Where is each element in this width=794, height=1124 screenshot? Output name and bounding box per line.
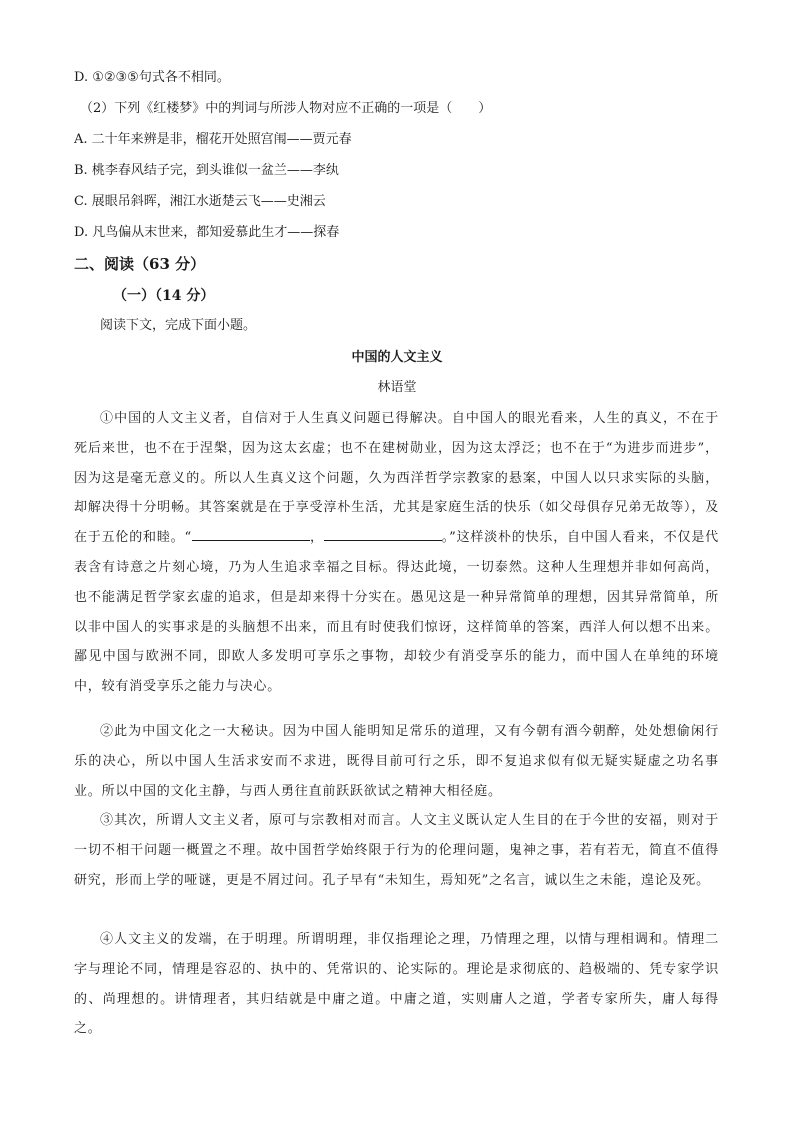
question-2-stem: （2）下列《红楼梦》中的判词与所涉人物对应不正确的一项是（ ） (80, 101, 492, 116)
question-2-option-a: A. 二十年来辨是非，榴花开处照宫闱——贾元春 (74, 132, 352, 147)
article-title: 中国的人文主义 (351, 350, 443, 365)
question-2-option-d: D. 凡鸟偏从末世来，都知爱慕此生才——探春 (74, 225, 340, 240)
question-2-option-c: C. 展眼吊斜晖，湘江水逝楚云飞——史湘云 (74, 194, 326, 209)
question-2-option-b: B. 桃李春风结子完，到头谁似一盆兰——李纨 (74, 163, 339, 178)
article-paragraph-4: ④人文主义的发端，在于明理。所谓明理，非仅指理论之理，乃情理之理，以情与理相调和。情理二字与理论不同，情理是容忍的、执中的、凭常识的、论实际的。理论是求彻底的、趋极端的、凭专家学识的、尚理想的。讲情理者，其归结就是中庸之道。中庸之道，实则庸人之道，学者专家所失，庸人每得之。 (74, 932, 719, 1037)
paragraph-1-text-before: ①中国的人文主义者，自信对于人生真义问题已得解决。自中国人的眼光看来，人生的真义，不在于死后来世，也不在于涅槃，因为这太玄虚；也不在建树勋业，因为这太浮泛；也不在于“为进步而进步”，因为这是毫无意义的。所以人生真义这个问题，久为西洋哲学宗教家的悬案，中国人以只求实际的头脑，却解决得十分明畅。其答案就是在于享受淳朴生活，尤其是家庭生活的快乐（如父母俱存兄弟无故等），及在于五伦的和睦。“ (74, 411, 719, 546)
prev-option-d: D. ①②③⑤句式各不相同。 (74, 70, 230, 85)
paragraph-1-separator: ， (309, 530, 324, 546)
reading-instruction: 阅读下文，完成下面小题。 (100, 318, 257, 333)
fill-blank-1[interactable] (192, 528, 310, 541)
article-paragraph-1 (74, 404, 719, 702)
fill-blank-2[interactable] (324, 528, 442, 541)
section-2-title: 二、阅读（63 分） (74, 255, 206, 273)
article-paragraph-3: ③其次，所谓人文主义者，原可与宗教相对而言。人文主义既认定人生目的在于今世的安福，则对于一切不相干问题一概置之不理。故中国哲学始终限于行为的伦理问题，鬼神之事，若有若无，简直不值得研究，形而上学的哑谜，更是不屑过问。孔子早有“未知生，焉知死”之名言，诚以生之未能，遑论及死。 (74, 813, 719, 888)
article-author: 林语堂 (377, 380, 417, 395)
part-1-title: （一）（14 分） (113, 288, 215, 304)
paragraph-1-text-after: 。”这样淡朴的快乐，自中国人看来，不仅是代表含有诗意之片刻心境，乃为人生追求幸福之目标。得达此境，一切泰然。这种人生理想并非如何高尚，也不能满足哲学家玄虚的追求，但是却来得十分实在。愚见这是一种异常简单的理想，因其异常简单，所以非中国人的实事求是的头脑想不出来，而且有时使我们惊讶，这样简单的答案，西洋人何以想不出来。鄙见中国与欧洲不同，即欧人多发明可享乐之事物，却较少有消受享乐的能力，而中国人在单纯的环境中，较有消受享乐之能力与决心。 (74, 530, 719, 695)
article-paragraph-2: ②此为中国文化之一大秘诀。因为中国人能明知足常乐的道理，又有今朝有酒今朝醉，处处想偷闲行乐的决心，所以中国人生活求安而不求进，既得目前可行之乐，即不复追求似有似无疑实疑虚之功名事业。所以中国的文化主静，与西人勇往直前跃跃欲试之精神大相径庭。 (74, 724, 719, 799)
